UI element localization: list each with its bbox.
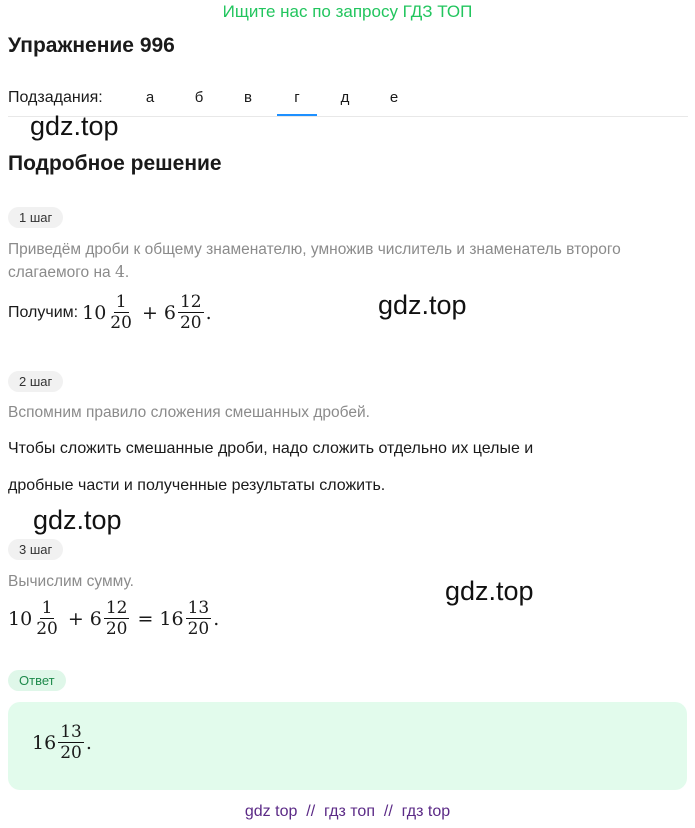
fraction (108, 292, 134, 333)
step-hint: Вычислим сумму. (8, 573, 134, 590)
watermark: gdz.top (33, 505, 122, 535)
page-title: Упражнение 996 (8, 34, 175, 57)
step-hint: Вспомним правило сложения смешанных дробей. (8, 404, 370, 421)
answer-box (8, 702, 687, 790)
step-result (8, 598, 219, 639)
math-expression (8, 598, 219, 639)
step-badge: 3 шаг (8, 539, 63, 560)
step-badge: 2 шаг (8, 371, 63, 392)
result-label: Получим: (8, 303, 79, 321)
step-hint-end: . (124, 264, 130, 281)
whole-part: 16 (32, 731, 57, 754)
equals-sign: = (137, 607, 154, 630)
watermark: gdz.top (30, 111, 119, 141)
math-expression (82, 292, 212, 333)
footer-links[interactable]: gdz top // гдз топ // гдз top (244, 803, 451, 820)
whole-part: 6 (163, 301, 176, 324)
top-banner-link[interactable]: Ищите нас по запросу ГДЗ ТОП (222, 2, 473, 21)
step-hint (8, 238, 688, 284)
denominator: 20 (187, 619, 210, 639)
step-badge: 1 шаг (8, 207, 63, 228)
numerator: 1 (115, 292, 127, 312)
step-hint-number: 4 (114, 263, 125, 281)
fraction (104, 598, 130, 639)
numerator: 1 (41, 598, 53, 618)
period: . (85, 731, 92, 754)
tab-a[interactable]: а (145, 89, 155, 106)
denominator: 20 (105, 619, 128, 639)
denominator: 20 (36, 619, 58, 639)
whole-part: 6 (89, 607, 102, 630)
whole-part: 16 (159, 607, 184, 630)
period: . (213, 607, 220, 630)
fraction (186, 598, 212, 639)
numerator: 13 (60, 722, 82, 742)
rule-text-line: дробные части и полученные результаты сложить. (8, 477, 386, 494)
watermark: gdz.top (378, 290, 467, 320)
watermark: gdz.top (445, 576, 534, 606)
plus-sign: + (67, 607, 84, 630)
denominator: 20 (110, 313, 132, 333)
tab-g[interactable]: г (277, 89, 317, 116)
answer-badge: Ответ (8, 670, 66, 691)
denominator: 20 (60, 743, 82, 763)
fraction (34, 598, 60, 639)
tab-d[interactable]: д (340, 89, 350, 106)
step-hint-text: Приведём дроби к общему знаменателю, умножив числитель и знаменатель второго слагаемого на (8, 241, 621, 281)
period: . (205, 301, 212, 324)
whole-part: 10 (82, 301, 107, 324)
rule-text-line: Чтобы сложить смешанные дроби, надо сложить отдельно их целые и (8, 440, 534, 457)
solution-title: Подробное решение (8, 152, 222, 175)
tab-v[interactable]: в (244, 89, 252, 106)
fraction (178, 292, 204, 333)
numerator: 13 (187, 598, 210, 618)
tab-b[interactable]: б (194, 89, 204, 106)
tab-e[interactable]: е (389, 89, 399, 106)
step-result (8, 292, 212, 333)
plus-sign: + (141, 301, 158, 324)
denominator: 20 (179, 313, 202, 333)
fraction (58, 722, 84, 763)
answer-expression (32, 722, 92, 763)
numerator: 12 (179, 292, 202, 312)
whole-part: 10 (8, 607, 33, 630)
subtasks-label: Подзадания: (8, 89, 103, 106)
numerator: 12 (105, 598, 128, 618)
